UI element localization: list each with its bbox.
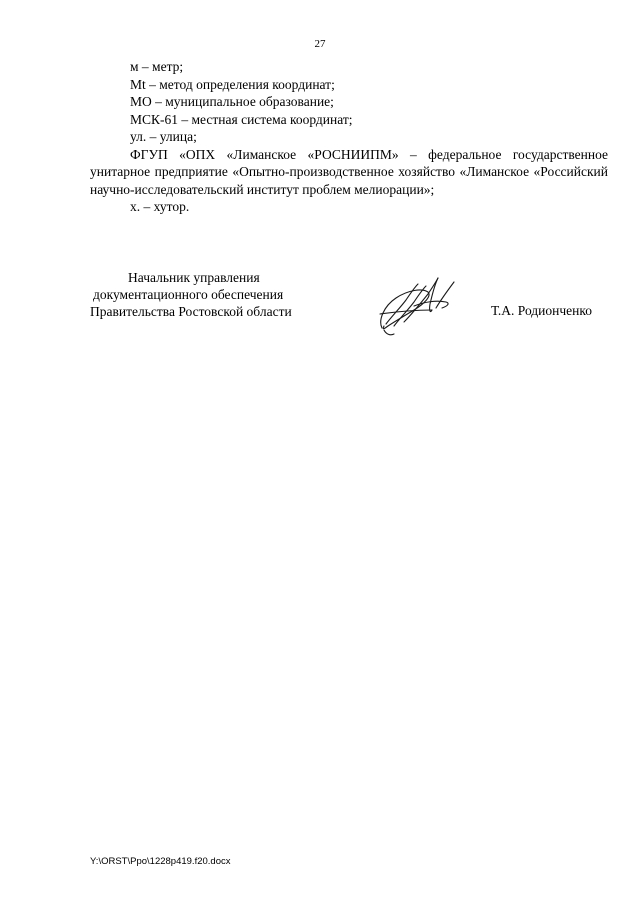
page-number: 27	[314, 38, 326, 50]
abbreviation-item: ул. – улица;	[130, 129, 197, 144]
fgup-paragraph: ФГУП «ОПХ «Лиманское «РОСНИИПМ» – федеральное государственное унитарное предприятие «Опытно-производственное хозяйство «Лиманское «Российский научно-исследовательский институт проблем мелиорации»;	[90, 146, 608, 197]
signatory-name: Т.А. Родионченко	[491, 303, 592, 318]
signatory-title	[90, 269, 292, 320]
abbreviation-item: МО – муниципальное образование;	[130, 94, 334, 109]
abbreviation-list	[90, 58, 608, 216]
signatory-title-line: Начальник управления	[128, 270, 260, 285]
abbreviation-item: м – метр;	[130, 59, 184, 74]
abbreviation-item: МСК-61 – местная система координат;	[130, 111, 353, 127]
signatory-title-line: документационного обеспечения	[93, 287, 284, 302]
footer-file-path: Y:\ORST\Ppo\1228p419.f20.docx	[90, 856, 231, 867]
signatory-title-line: Правительства Ростовской области	[90, 304, 292, 319]
handwritten-signature	[374, 270, 466, 340]
abbreviation-item: х. – хутор.	[130, 199, 190, 214]
abbreviation-item: Mt – метод определения координат;	[130, 76, 335, 92]
